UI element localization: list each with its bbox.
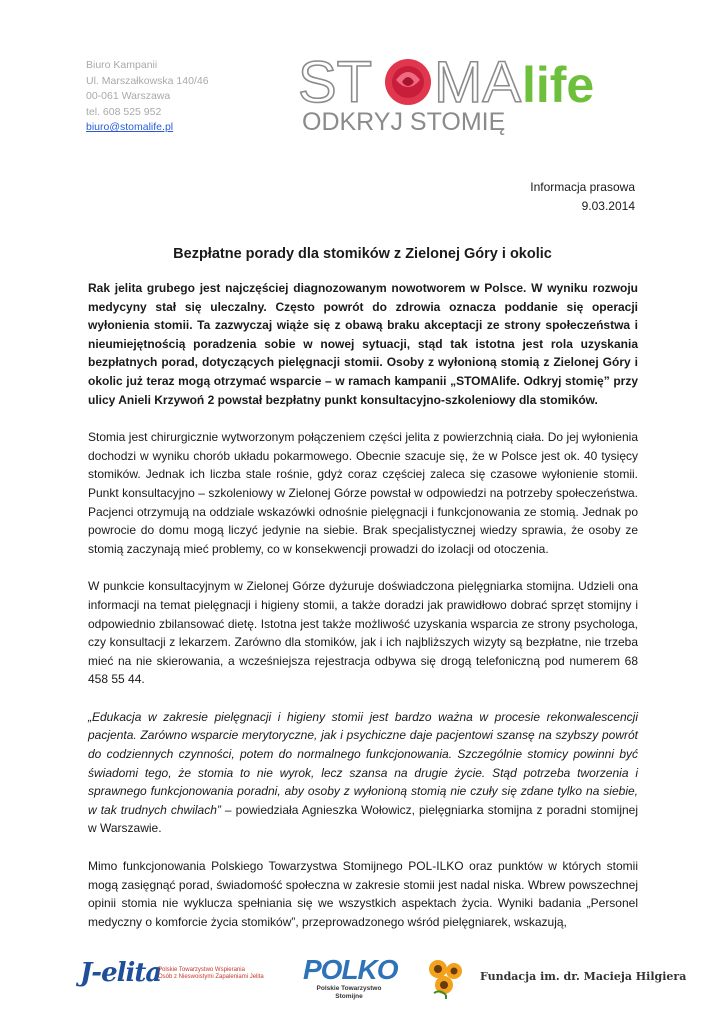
polko-name: POLKO <box>303 954 398 985</box>
polko-logo <box>303 954 398 1000</box>
press-header <box>530 178 635 216</box>
jelita-name: J-elita <box>80 958 162 988</box>
polko-subtitle-line1: Polskie Towarzystwo <box>316 985 382 992</box>
paragraph-5: Mimo funkcjonowania Polskiego Towarzystwa Stomijnego POL-ILKO oraz punktów w których stomii mogą zasięgnąć porad, świadomość społeczna w zakresie stomii jest nadal niska. Wbrew powszechnej opinii stomia nie wyklucza spełniania się we wszystkich aspektach życia. Wyniki badania „Personel medyczny o komforcie życia stomików”, przeprowadzonego wśród pielęgniarek, wskazują, <box>88 859 638 929</box>
sunflower-icon <box>424 955 468 1004</box>
stomalife-logo <box>296 50 626 140</box>
contact-street: Ul. Marszałkowska 140/46 <box>86 74 209 87</box>
article-body <box>88 279 638 950</box>
stomalife-logo-graphic <box>296 50 626 140</box>
contact-city: 00-061 Warszawa <box>86 90 171 102</box>
logo-ma: MA <box>434 50 521 115</box>
logo-life: life <box>522 57 595 113</box>
jelita-subtitle-line1: Polskie Towarzystwo Wspierania <box>158 967 245 973</box>
paragraph-3: W punkcie konsultacyjnym w Zielonej Górze dyżuruje doświadczona pielęgniarka stomijna. Udzieli ona informacji na temat pielęgnacji i higieny stomii, a także doradzi jak prawidłowo dobrać sprzęt stomijny i odpowiednio zbilansować dietę. Istotna jest także możliwość uzyskania wsparcia ze strony psychologa, czy konsultacji z lekarzem. Zarówno dla stomików, jak i ich najbliższych wizyty są bezpłatne, nie trzeba mieć na nie skierowania, a wcześniejsza rejestracja odbywa się drogą telefoniczną pod numerem 68 458 55 44. <box>88 579 638 687</box>
quote-attribution: – powiedziała Agnieszka Wołowicz, pielęgniarka stomijna z poradni stomijnej w Warszawie. <box>88 802 638 836</box>
logo-st: ST <box>298 50 373 115</box>
jelita-subtitle <box>158 967 268 981</box>
press-date: 9.03.2014 <box>581 199 635 213</box>
jelita-subtitle-line2: Osób z Nieswoistymi Zapaleniami Jelita <box>158 974 264 980</box>
quote-paragraph <box>88 708 638 838</box>
contact-phone: tel. 608 525 952 <box>86 105 162 118</box>
contact-email-link[interactable]: biuro@stomalife.pl <box>86 121 174 133</box>
rose-icon <box>385 59 431 105</box>
page-title: Bezpłatne porady dla stomików z Zielonej Góry i okolic <box>173 246 552 262</box>
lead-paragraph: Rak jelita grubego jest najczęściej diagnozowanym nowotworem w Polsce. W wyniku rozwoju medycyny stał się uleczalny. Często powrót do zdrowia oznacza poddanie się operacji wyłonienia stomii. Ta zazwyczaj wiąże się z obawą braku akceptacji ze strony społeczeństwa i nieumiejętnością poradzenia sobie w nowej sytuacji, stąd tak istotna jest rola uzyskania bezpłatnych porad, dotyczących pielęgnacji stomii. Osoby z wyłonioną stomią z Zielonej Góry i okolic już teraz mogą otrzymać wsparcie – w ramach kampanii „STOMAlife. Odkryj stomię” przy ulicy Anieli Krzywoń 2 powstał bezpłatny punkt konsultacyjno-szkoleniowy dla stomików. <box>88 281 638 407</box>
quote-text: „Edukacja w zakresie pielęgnacji i higieny stomii jest bardzo ważna w procesie rekonwalescencji pacjenta. Zarówno wsparcie merytoryczne, jak i psychiczne daje pacjentowi szansę na szybszy powrót do codziennych czynności, potem do normalnego funkcjonowania. Szczególnie stomicy powinni być świadomi tego, że stomia to nie wyrok, lecz szansa na drugie życie. Stąd potrzeba tworzenia i sprawnego funkcjonowania poradni, aby osoby z wyłonioną stomią nie czuły się zdane tylko na siebie, w tak trudnych chwilach” <box>88 709 638 817</box>
jelita-logo <box>80 958 264 988</box>
paragraph-2: Stomia jest chirurgicznie wytworzonym połączeniem części jelita z powierzchnią ciała. Do jej wyłonienia dochodzi w wyniku chorób układu pokarmowego. Obecnie szacuje się, że w Polsce jest ok. 40 tysięcy stomików. Jednak ich liczba stale rośnie, gdyż coraz częściej zaleca się czasowe wyłonienie stomii. Punkt konsultacyjno – szkoleniowy w Zielonej Górze powstał w odpowiedzi na potrzeby społeczeństwa. Pacjenci otrzymują na oddziale wskazówki odnośnie pielęgnacji i funkcjonowania ze stomią. Jednak po powrocie do domu mogą liczyć jedynie na siebie. Brak specjalistycznej wiedzy sprawia, że osoby ze stomią zaczynają mieć problemy, co w konsekwencji prowadzi do izolacji od otoczenia. <box>88 430 638 556</box>
press-label: Informacja prasowa <box>530 180 635 194</box>
fundacja-name: Fundacja im. dr. Macieja Hilgiera <box>480 970 687 983</box>
contact-org: Biuro Kampanii <box>86 59 158 71</box>
logo-tagline: ODKRYJ STOMIĘ <box>302 108 506 136</box>
polko-subtitle-line2: Stomijne <box>335 992 363 1000</box>
contact-block <box>86 58 209 136</box>
